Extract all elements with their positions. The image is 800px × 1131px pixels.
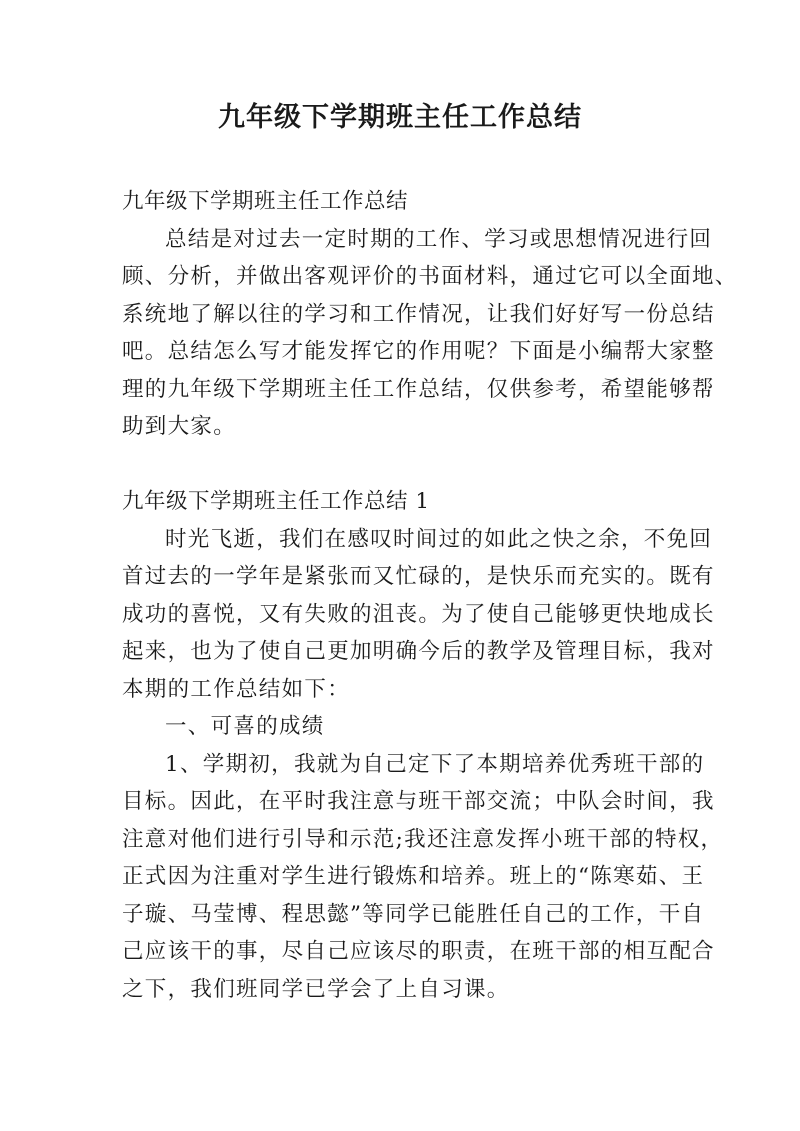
paragraph-line: 己应该干的事，尽自己应该尽的职责，在班干部的相互配合 bbox=[122, 939, 715, 964]
document-title: 九年级下学期班主任工作总结 bbox=[218, 102, 582, 133]
paragraph-line: 时光飞逝，我们在感叹时间过的如此之快之余，不免回 bbox=[165, 526, 713, 552]
paragraph-line: 首过去的一学年是紧张而又忙碌的，是快乐而充实的。既有 bbox=[122, 564, 715, 589]
paragraph-line: 理的九年级下学期班主任工作总结，仅供参考，希望能够帮 bbox=[122, 376, 715, 402]
section-paragraph bbox=[122, 521, 715, 709]
paragraph-line: 顾、分析，并做出客观评价的书面材料，通过它可以全面地、 bbox=[122, 264, 738, 289]
paragraph-line: 总结是对过去一定时期的工作、学习或思想情况进行回 bbox=[165, 226, 713, 252]
paragraph-line: 之下，我们班同学已学会了上自习课。 bbox=[122, 976, 510, 1002]
section-heading: 九年级下学期班主任工作总结 1 bbox=[122, 489, 430, 514]
paragraph-line: 正式因为注重对学生进行锻炼和培养。班上的“陈寒茹、王 bbox=[122, 864, 705, 889]
paragraph-spacer bbox=[122, 446, 682, 484]
paragraph-line: 成功的喜悦，又有失败的沮丧。为了使自己能够更快地成长 bbox=[122, 601, 715, 627]
paragraph-line: 系统地了解以往的学习和工作情况，让我们好好写一份总结 bbox=[122, 301, 715, 327]
item-paragraph bbox=[122, 746, 724, 1009]
paragraph-line: 起来，也为了使自己更加明确今后的教学及管理目标，我对 bbox=[122, 639, 715, 664]
paragraph-line: 本期的工作总结如下： bbox=[122, 676, 351, 702]
document-body bbox=[122, 183, 738, 1008]
paragraph-line: 注意对他们进行引导和示范;我还注意发挥小班干部的特权， bbox=[122, 826, 724, 852]
intro-paragraph bbox=[122, 221, 738, 446]
intro-heading: 九年级下学期班主任工作总结 bbox=[122, 189, 409, 214]
paragraph-line: 助到大家。 bbox=[122, 414, 237, 439]
paragraph-line: 1、学期初，我就为自己定下了本期培养优秀班干部的 bbox=[165, 751, 705, 777]
paragraph-line: 吧。总结怎么写才能发挥它的作用呢？下面是小编帮大家整 bbox=[122, 339, 715, 364]
paragraph-line: 子璇、马莹博、程思懿”等同学已能胜任自己的工作，干自 bbox=[122, 901, 705, 927]
subheading: 一、可喜的成绩 bbox=[165, 714, 325, 739]
paragraph-line: 目标。因此，在平时我注意与班干部交流；中队会时间，我 bbox=[122, 789, 715, 814]
